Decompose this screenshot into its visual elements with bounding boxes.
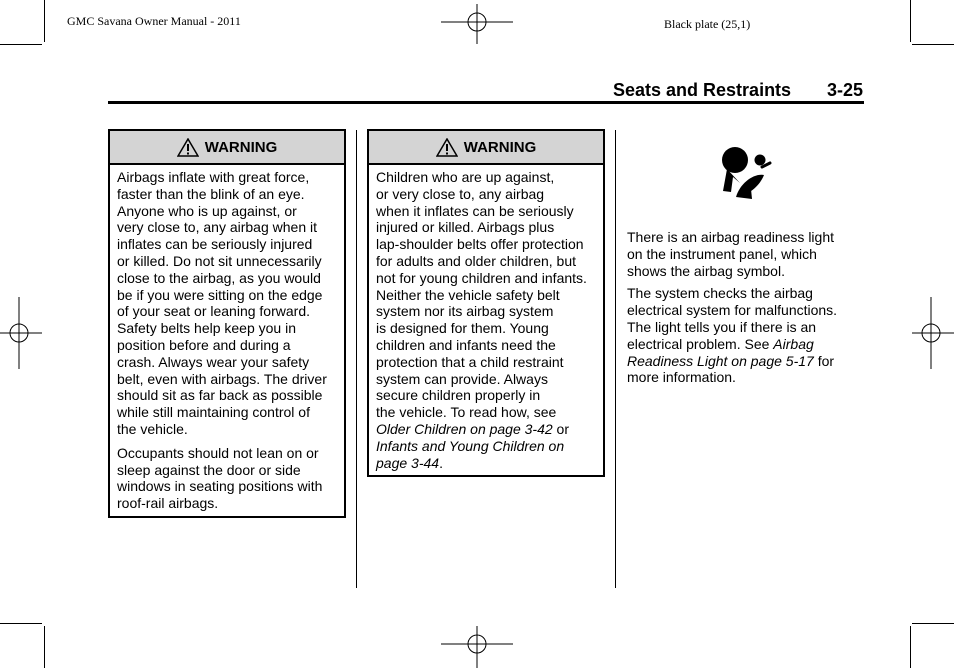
warning-title: WARNING <box>204 138 278 156</box>
plate-label: Black plate (25,1) <box>664 17 751 31</box>
link-older-children[interactable]: Older Children on page 3-42 <box>376 420 553 437</box>
column-divider <box>615 130 616 588</box>
link-airbag-readiness-light[interactable]: Airbag Readiness Light on page 5-17 <box>627 335 814 369</box>
warning-triangle-icon <box>436 138 458 157</box>
manual-title: GMC Savana Owner Manual - 2011 <box>67 14 241 28</box>
warning-header <box>369 131 603 165</box>
registration-mark-right <box>912 297 954 369</box>
warning-header <box>110 131 344 165</box>
warning-box-airbag-force <box>108 129 346 518</box>
airbag-light-text <box>627 229 857 392</box>
registration-mark-bottom <box>441 626 513 668</box>
registration-mark-top <box>441 4 513 44</box>
crop-mark <box>44 0 45 42</box>
crop-mark <box>0 44 42 45</box>
crop-mark <box>912 44 954 45</box>
link-infants-young-children[interactable]: Infants and Young Children on page 3-44 <box>376 437 565 471</box>
warning-triangle-icon <box>177 138 199 157</box>
crop-mark <box>910 626 911 668</box>
crop-mark <box>910 0 911 42</box>
warning-text: Children who are up against, or very close to, any airbag when it inflates can be seriously injured or killed. Airbags plus lap-shoulder belts offer protection for adults and older children, but not for young children and infants. Neither the vehicle safety belt system nor its airbag system is designed for them. Young children and infants need the protection that a child restraint system can provide. Always secure children properly in the vehicle. To read how, see <box>376 169 587 421</box>
crop-mark <box>44 626 45 668</box>
warning-title: WARNING <box>463 138 537 156</box>
page-number: 3-25 <box>827 80 864 100</box>
warning-paragraph <box>376 169 597 471</box>
column-divider <box>356 130 357 588</box>
warning-paragraph: Occupants should not lean on or sleep against the door or side windows in seating positions with roof-rail airbags. <box>117 444 323 512</box>
or-text: or <box>552 420 570 437</box>
airbag-readiness-icon <box>718 145 774 203</box>
paragraph: There is an airbag readiness light on the instrument panel, which shows the airbag symbol. <box>627 229 835 279</box>
paragraph-text: The system checks the airbag electrical system for malfunctions. The light tells you if there is an electrical problem. See <box>627 285 838 352</box>
header-rule <box>108 101 864 104</box>
warning-box-children <box>367 129 605 477</box>
section-title: Seats and Restraints <box>613 80 792 100</box>
paragraph <box>627 285 857 386</box>
crop-mark <box>0 623 42 624</box>
paragraph-end: for more information. <box>627 352 835 386</box>
period-text: . <box>439 454 443 471</box>
crop-mark <box>912 623 954 624</box>
registration-mark-left <box>0 297 42 369</box>
warning-paragraph: Airbags inflate with great force, faster than the blink of an eye. Anyone who is up against, or very close to, any airbag when it inflates can be seriously injured or killed. Do not sit unnecessarily close to the airbag, as you would be if you were sitting on the edge of your seat or leaning forward. Safety belts help keep you in position before and during a crash. Always wear your safety belt, even with airbags. The driver should sit as far back as possible while still maintaining control of the vehicle. <box>117 169 327 437</box>
